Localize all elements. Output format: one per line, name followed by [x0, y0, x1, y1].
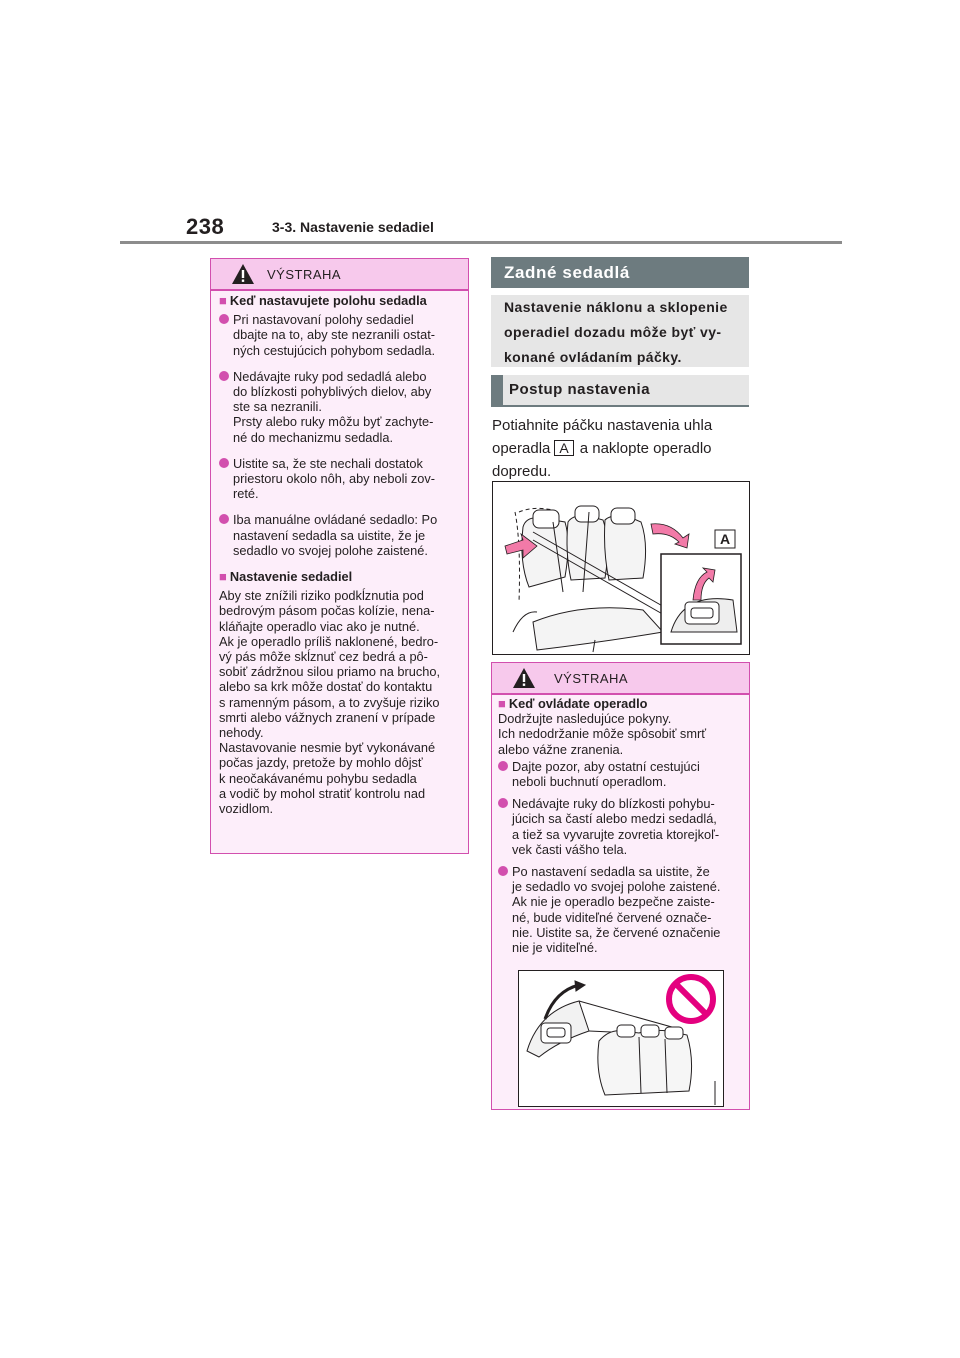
warning-triangle-icon: [231, 263, 255, 285]
recline-arrow-right-icon: [651, 524, 689, 548]
warning-header: [211, 259, 468, 291]
bullet-dot-icon: [498, 761, 508, 771]
bullet-dot-icon: [498, 798, 508, 808]
figure-label-a: A: [720, 531, 731, 547]
warning-bullet: Nedávajte ruky do blízkosti pohybu- júcich sa častí alebo medzi sedadlá, a tiež sa vyvarujte zovretia ktorejkoľ- vek časti vášho tela.: [498, 796, 743, 857]
square-bullet-icon: ■: [498, 696, 506, 711]
step-text: Potiahnite páčku nastavenia uhla operadla A a naklopte operadlo dopredu.: [492, 417, 713, 480]
section-title: 3-3. Nastavenie sedadiel: [272, 219, 434, 235]
left-warning-body: [219, 293, 462, 816]
procedure-heading: Postup nastavenia: [491, 375, 749, 407]
section-heading: Zadné sedadlá: [491, 257, 749, 288]
warning-bullet: Dajte pozor, aby ostatní cestujúci neboli buchnutí operadlom.: [498, 759, 743, 789]
warning-subheading: ■ Nastavenie sedadiel: [219, 569, 353, 585]
seat-indicator-illustration: [519, 971, 723, 1106]
warning-bullet: Po nastavení sedadla sa uistite, že je sedadlo vo svojej polohe zaistené. Ak nie je operadlo bezpečne zaiste- né, bude viditeľné červené označe- nie. Uistite sa, že červené označenie nie je viditeľné.: [498, 864, 743, 955]
square-bullet-icon: ■: [219, 293, 227, 308]
warning-label: VÝSTRAHA: [267, 267, 342, 282]
right-warning-body: [498, 696, 743, 955]
left-warning-box: [210, 258, 469, 854]
warning-bullet: Uistite sa, že ste nechali dostatok priestoru okolo nôh, aby neboli zov- reté.: [219, 456, 462, 502]
warning-triangle-icon: [512, 667, 536, 689]
bullet-dot-icon: [219, 371, 229, 381]
warning-label: VÝSTRAHA: [554, 671, 629, 686]
warning-bullet: Nedávajte ruky pod sedadlá alebo do blízkosti pohyblivých dielov, aby ste sa nezranili. Prsty alebo ruky môžu byť zachyte- né do mechanizmu sedadla.: [219, 369, 462, 445]
seat-illustration: [493, 482, 749, 654]
right-warning-box: [491, 662, 750, 1110]
header-rule: [120, 241, 842, 244]
bullet-dot-icon: [219, 514, 229, 524]
warning-bullet: Iba manuálne ovládané sedadlo: Po nastavení sedadla sa uistite, že je sedadlo vo svojej polohe zaistené.: [219, 512, 462, 558]
bullet-dot-icon: [498, 866, 508, 876]
intro-panel: Nastavenie náklonu a sklopenie operadiel dozadu môže byť vy- konané ovládaním páčky.: [491, 295, 749, 367]
warning-subheading: ■ Keď ovládate operadlo: [498, 696, 648, 711]
label-a-marker: A: [554, 440, 573, 456]
warning-bullet: Pri nastavovaní polohy sedadiel dbajte na to, aby ste nezranili ostat- ných cestujúcich pohybom sedadla.: [219, 312, 462, 358]
bullet-dot-icon: [219, 314, 229, 324]
warning-subheading: ■ Keď nastavujete polohu sedadla: [219, 293, 427, 308]
warning-header: [492, 663, 749, 695]
square-bullet-icon: ■: [219, 569, 227, 585]
prohibited-icon: [669, 977, 713, 1021]
page-number: 238: [186, 214, 225, 239]
rear-seat-lever-figure: [492, 481, 750, 655]
bullet-dot-icon: [219, 458, 229, 468]
red-indicator-figure: [518, 970, 724, 1107]
warning-paragraph: Aby ste znížili riziko podkĺznutia pod bedrovým pásom počas kolízie, nena- kláňajte operadlo viac ako je nutné. Ak je operadlo príliš naklonené, bedro- vý pás môže skĺznuť cez bedrá a pô- sobiť zádržnou silou priamo na brucho, alebo sa krk môže dostať do kontaktu s ramenným pásom, a to zvyšuje riziko smrti alebo vážnych zranení v prípade nehody. Nastavovanie nesmie byť vykonávané počas jazdy, pretože by mohlo dôjsť k neočakávanému pohybu sedadla a vodič by mohol stratiť kontrolu nad vozidlom.: [219, 588, 441, 817]
warning-intro: Dodržujte nasledujúce pokyny. Ich nedodržanie môže spôsobiť smrť alebo vážne zranenia.: [498, 711, 707, 757]
